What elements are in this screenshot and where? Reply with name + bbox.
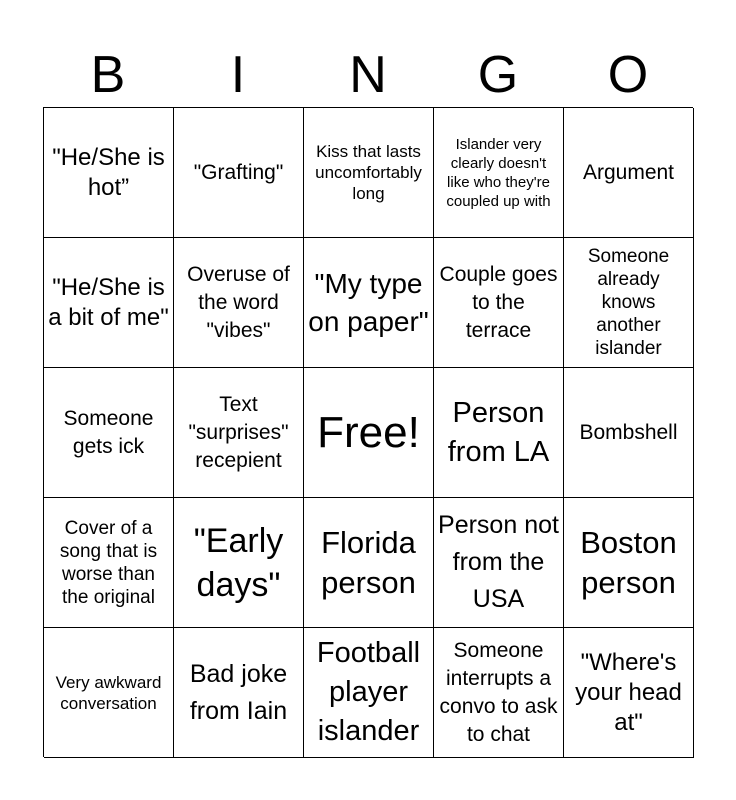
header-letter-n: N [349, 46, 387, 104]
cell-text: Couple goes to the terrace [439, 262, 558, 342]
bingo-cell[interactable] [434, 628, 564, 758]
bingo-cell[interactable] [174, 108, 304, 238]
bingo-cell[interactable] [564, 238, 694, 368]
bingo-cell[interactable] [434, 108, 564, 238]
bingo-cell[interactable] [564, 108, 694, 238]
cell-text: "Early days" [193, 521, 284, 604]
bingo-cell[interactable] [44, 628, 174, 758]
cell-text: Overuse of the word "vibes" [187, 262, 290, 342]
cell-text: Florida person [321, 524, 416, 600]
cell-text: Person not from the USA [438, 511, 559, 613]
cell-text: Person from LA [447, 396, 550, 468]
cell-text: Very awkward conversation [55, 672, 162, 713]
bingo-cell[interactable] [174, 238, 304, 368]
cell-text: Football player islander [316, 637, 421, 747]
bingo-cell[interactable] [174, 498, 304, 628]
cell-text: Bombshell [579, 420, 678, 444]
bingo-cell[interactable] [304, 238, 434, 368]
bingo-cell[interactable] [434, 238, 564, 368]
bingo-cell[interactable] [174, 628, 304, 758]
header-letter-o: O [607, 46, 649, 104]
bingo-header [43, 44, 693, 106]
cell-text: Cover of a song that is worse than the original [59, 517, 158, 608]
cell-text: Someone already knows another islander [587, 246, 670, 359]
cell-text: Someone gets ick [63, 406, 154, 458]
cell-text: "Grafting" [193, 160, 284, 184]
cell-text: Text "surprises" recepient [188, 392, 289, 472]
bingo-cell[interactable] [564, 368, 694, 498]
cell-text: "Where's your head at" [575, 648, 682, 736]
bingo-cell[interactable] [44, 108, 174, 238]
cell-text: Bad joke from Iain [189, 659, 288, 725]
cell-text: Boston person [580, 524, 677, 600]
bingo-cell[interactable] [304, 498, 434, 628]
cell-text: Someone interrupts a convo to ask to chat [439, 638, 558, 746]
bingo-cell[interactable] [434, 498, 564, 628]
bingo-cell[interactable] [304, 108, 434, 238]
header-letter-b: B [90, 46, 126, 104]
header-letter-i: I [230, 46, 246, 104]
header-letter-g: G [477, 46, 519, 104]
bingo-cell[interactable] [174, 368, 304, 498]
cell-text: Argument [582, 160, 675, 184]
bingo-cell[interactable] [564, 498, 694, 628]
bingo-cell[interactable] [434, 368, 564, 498]
bingo-cell[interactable] [44, 368, 174, 498]
cell-text: "He/She is hot” [52, 143, 165, 201]
bingo-cell[interactable] [44, 498, 174, 628]
cell-text: Kiss that lasts uncomfortably long [315, 142, 422, 203]
bingo-card [43, 107, 693, 757]
cell-text: "My type on paper" [308, 267, 429, 337]
free-cell[interactable] [304, 368, 434, 498]
cell-text: "He/She is a bit of me" [48, 273, 169, 331]
bingo-cell[interactable] [44, 238, 174, 368]
free-cell-text: Free! [317, 407, 420, 457]
bingo-cell[interactable] [304, 628, 434, 758]
cell-text: Islander very clearly doesn't like who they're coupled up with [446, 135, 551, 210]
bingo-cell[interactable] [564, 628, 694, 758]
